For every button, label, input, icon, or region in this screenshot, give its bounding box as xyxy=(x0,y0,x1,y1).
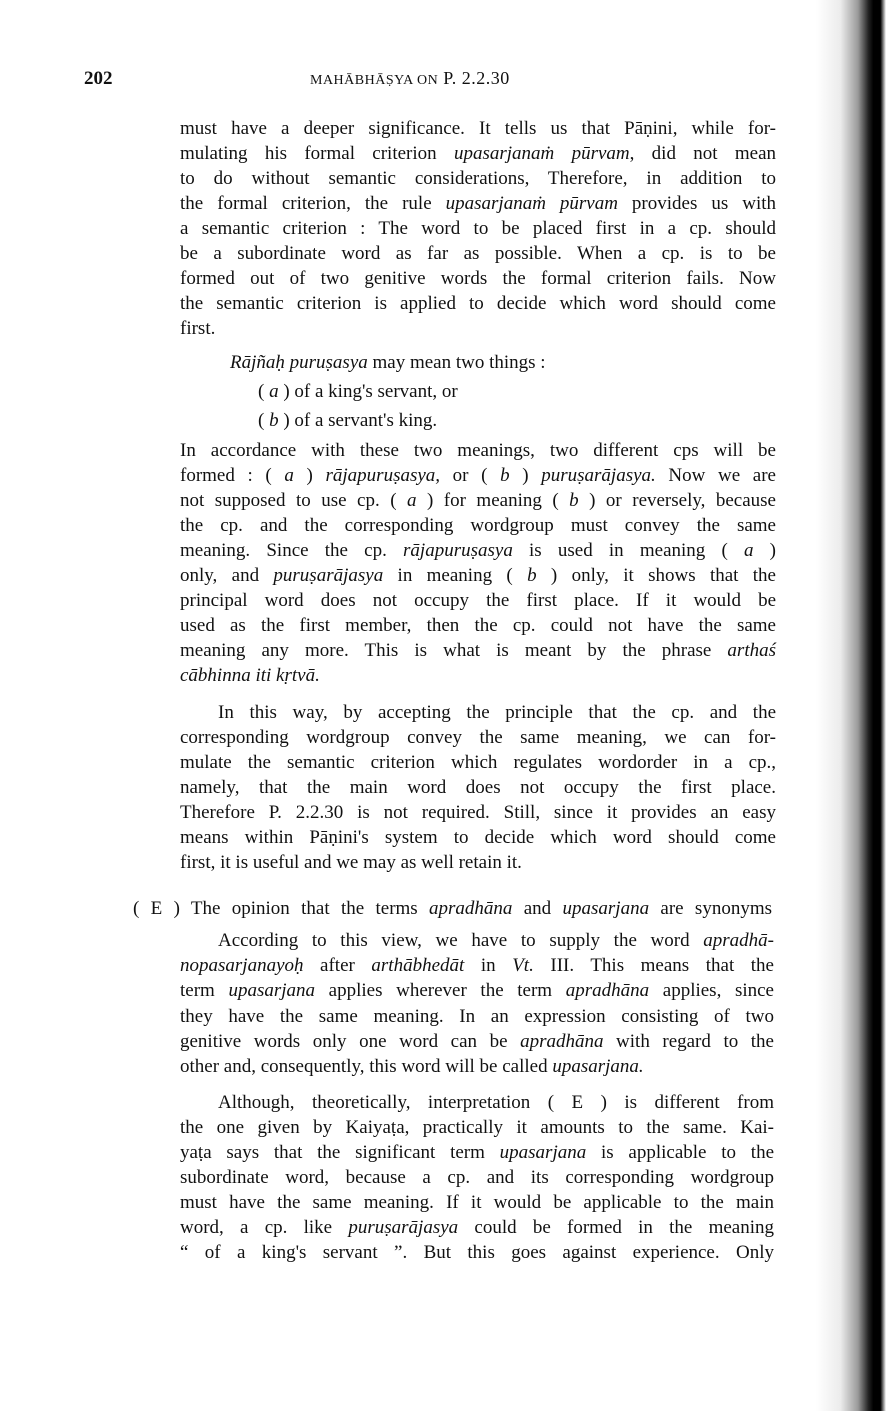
text-line xyxy=(180,800,776,825)
italic-term: apradhā- xyxy=(703,930,774,951)
text-line xyxy=(180,750,776,775)
text-line xyxy=(180,438,776,463)
italic-term: b xyxy=(527,565,537,586)
text-line xyxy=(180,1115,774,1140)
text-segment: the cp. and the corresponding wordgroup must convey the same xyxy=(180,515,776,536)
text-segment: subordinate word, because a cp. and its corresponding wordgroup xyxy=(180,1167,774,1188)
text-line xyxy=(180,953,774,978)
text-segment: namely, that the main word does not occupy the first place. xyxy=(180,777,776,798)
text-segment: yaṭa says that the significant term xyxy=(180,1142,500,1163)
text-segment: they have the same meaning. In an expression consisting of two xyxy=(180,1005,774,1027)
text-segment: ) xyxy=(509,465,542,486)
running-head-ref: P. 2.2.30 xyxy=(443,68,510,88)
text-segment: a semantic criterion : The word to be placed first in a cp. should xyxy=(180,218,776,239)
text-line xyxy=(180,166,776,191)
text-line xyxy=(180,191,776,216)
text-line xyxy=(180,488,776,513)
text-segment: III. This means that the xyxy=(533,955,774,977)
text-line xyxy=(180,1165,774,1190)
text-segment: , did not mean xyxy=(629,143,777,164)
text-line xyxy=(180,1140,774,1165)
text-segment: mulating his formal criterion xyxy=(180,143,454,164)
text-segment: to do without semantic considerations, Therefore, in addition to xyxy=(180,168,776,189)
text-line xyxy=(230,350,546,375)
text-line xyxy=(133,896,772,921)
text-line xyxy=(180,663,320,688)
text-segment: In this way, by accepting the principle that the cp. and the xyxy=(218,702,776,723)
text-segment: ) only, it shows that the xyxy=(536,565,776,586)
running-head-title: MAHĀBHĀṢYA ON xyxy=(310,73,439,88)
italic-term: b xyxy=(500,465,510,486)
text-line xyxy=(180,116,776,141)
text-segment: the one given by Kaiyaṭa, practically it amounts to the same. Kai- xyxy=(180,1117,774,1138)
text-segment: formed : ( xyxy=(180,465,285,486)
text-segment: not supposed to use cp. ( xyxy=(180,490,407,511)
text-segment: the semantic criterion is applied to decide which word should come xyxy=(180,293,776,314)
italic-term: rājapuruṣasya xyxy=(403,540,513,561)
text-line xyxy=(180,638,776,663)
text-line xyxy=(180,513,776,538)
text-segment: must have the same meaning. If it would be applicable to the main xyxy=(180,1192,774,1213)
text-segment: the formal criterion, the rule xyxy=(180,193,446,214)
text-line xyxy=(180,563,776,588)
text-segment: be a subordinate word as far as possible. When a cp. is to be xyxy=(180,243,776,264)
text-segment: in xyxy=(464,955,513,977)
text-line xyxy=(180,1054,644,1079)
text-line xyxy=(180,538,776,563)
text-line xyxy=(180,1004,774,1029)
text-line xyxy=(180,141,776,166)
text-line xyxy=(180,216,776,241)
text-segment: meaning any more. This is what is meant by the phrase xyxy=(180,640,728,661)
text-line xyxy=(180,825,776,850)
italic-term: upasarjana. xyxy=(552,1056,644,1077)
italic-term: upasarjanaṁ pūrvam xyxy=(445,193,618,214)
text-segment: Although, theoretically, interpretation ( E ) is different from xyxy=(218,1092,774,1113)
text-segment: ) xyxy=(293,465,326,486)
text-segment: ( xyxy=(258,381,270,402)
text-segment: ) of a king's servant, or xyxy=(278,381,458,402)
text-segment: term xyxy=(180,980,229,1002)
italic-term: rājapuruṣasya, xyxy=(325,465,441,486)
italic-term: upasarjana xyxy=(228,980,316,1002)
text-line xyxy=(258,379,458,404)
text-segment: could be formed in the meaning xyxy=(458,1217,774,1238)
text-segment: provides us with xyxy=(617,193,777,214)
italic-term: puruṣarājasya. xyxy=(541,465,656,486)
text-line xyxy=(218,1090,774,1115)
text-segment: principal word does not occupy the first place. If it would be xyxy=(180,590,776,611)
text-line xyxy=(180,850,522,875)
italic-term: nopasarjanayoḥ xyxy=(180,955,304,977)
italic-term: a xyxy=(284,465,294,486)
italic-term: b xyxy=(569,490,579,511)
text-segment: ) xyxy=(753,540,776,561)
italic-term: upasarjana xyxy=(562,898,650,919)
text-segment: after xyxy=(303,955,372,977)
text-segment: are synonyms xyxy=(649,898,772,919)
text-segment: and xyxy=(512,898,563,919)
text-line xyxy=(180,241,776,266)
text-segment: first. xyxy=(180,318,216,339)
text-line xyxy=(180,613,776,638)
text-line xyxy=(180,588,776,613)
text-segment: meaning. Since the cp. xyxy=(180,540,404,561)
text-segment: formed out of two genitive words the formal criterion fails. Now xyxy=(180,268,776,289)
text-line xyxy=(180,775,776,800)
text-segment: used as the first member, then the cp. could not have the same xyxy=(180,615,776,636)
italic-term: Rājñaḥ puruṣasya xyxy=(230,352,368,373)
italic-term: a xyxy=(269,381,279,402)
text-segment: means within Pāṇini's system to decide which word should come xyxy=(180,827,776,848)
book-binding-shadow xyxy=(816,0,886,1411)
text-segment: is applicable to the xyxy=(586,1142,775,1163)
text-segment: only, and xyxy=(180,565,274,586)
text-segment: Therefore P. 2.2.30 is not required. Still, since it provides an easy xyxy=(180,802,776,823)
text-segment: applies wherever the term xyxy=(315,980,566,1002)
italic-term: a xyxy=(743,540,754,561)
text-segment: ( E ) The opinion that the terms xyxy=(133,898,430,919)
italic-term: upasarjana xyxy=(499,1142,587,1163)
italic-term: apradhāna xyxy=(565,980,650,1002)
italic-term: puruṣarājasya xyxy=(348,1217,459,1238)
text-line xyxy=(180,978,774,1003)
italic-term: b xyxy=(269,410,279,431)
text-line xyxy=(180,1190,774,1215)
text-segment: or ( xyxy=(440,465,501,486)
text-segment: In accordance with these two meanings, two different cps will be xyxy=(180,440,776,461)
text-segment: “ of a king's servant ”. But this goes against experience. Only xyxy=(180,1242,774,1263)
text-line xyxy=(180,1240,774,1265)
italic-term: apradhāna xyxy=(520,1030,604,1052)
text-segment: other and, consequently, this word will be called xyxy=(180,1056,553,1077)
text-segment: with regard to the xyxy=(603,1030,774,1052)
text-line xyxy=(180,1029,774,1054)
text-segment: word, a cp. like xyxy=(180,1217,349,1238)
italic-term: apradhāna xyxy=(429,898,513,919)
text-segment: may mean two things : xyxy=(367,352,546,373)
italic-term: upasarjanaṁ pūrvam xyxy=(453,143,630,164)
text-segment: genitive words only one word can be xyxy=(180,1030,521,1052)
text-line xyxy=(180,463,776,488)
text-segment: mulate the semantic criterion which regulates wordorder in a cp., xyxy=(180,752,776,773)
text-segment: ) of a servant's king. xyxy=(278,410,438,431)
text-line xyxy=(180,266,776,291)
text-segment: is used in meaning ( xyxy=(512,540,744,561)
italic-term: cābhinna iti kṛtvā. xyxy=(180,665,320,686)
running-head xyxy=(310,68,510,89)
italic-term: Vt. xyxy=(512,955,534,977)
text-line xyxy=(218,700,776,725)
text-line xyxy=(258,408,437,433)
italic-term: a xyxy=(407,490,417,511)
text-line xyxy=(180,725,776,750)
text-line xyxy=(180,316,215,341)
italic-term: arthābhedāt xyxy=(371,955,465,977)
text-segment: ) for meaning ( xyxy=(416,490,570,511)
text-segment: applies, since xyxy=(649,980,774,1002)
text-segment: first, it is useful and we may as well retain it. xyxy=(180,852,522,873)
text-segment: ( xyxy=(258,410,270,431)
text-line xyxy=(218,928,774,953)
text-segment: ) or reversely, because xyxy=(578,490,776,511)
text-segment: in meaning ( xyxy=(383,565,528,586)
text-segment: must have a deeper significance. It tells us that Pāṇini, while for- xyxy=(180,118,776,139)
text-segment: According to this view, we have to supply the word xyxy=(218,930,704,951)
text-segment: Now we are xyxy=(655,465,776,486)
text-line xyxy=(180,1215,774,1240)
italic-term: arthaś xyxy=(727,640,776,661)
text-line xyxy=(180,291,776,316)
page-number: 202 xyxy=(84,68,113,89)
text-segment: corresponding wordgroup convey the same meaning, we can for- xyxy=(180,727,776,748)
italic-term: puruṣarājasya xyxy=(273,565,384,586)
